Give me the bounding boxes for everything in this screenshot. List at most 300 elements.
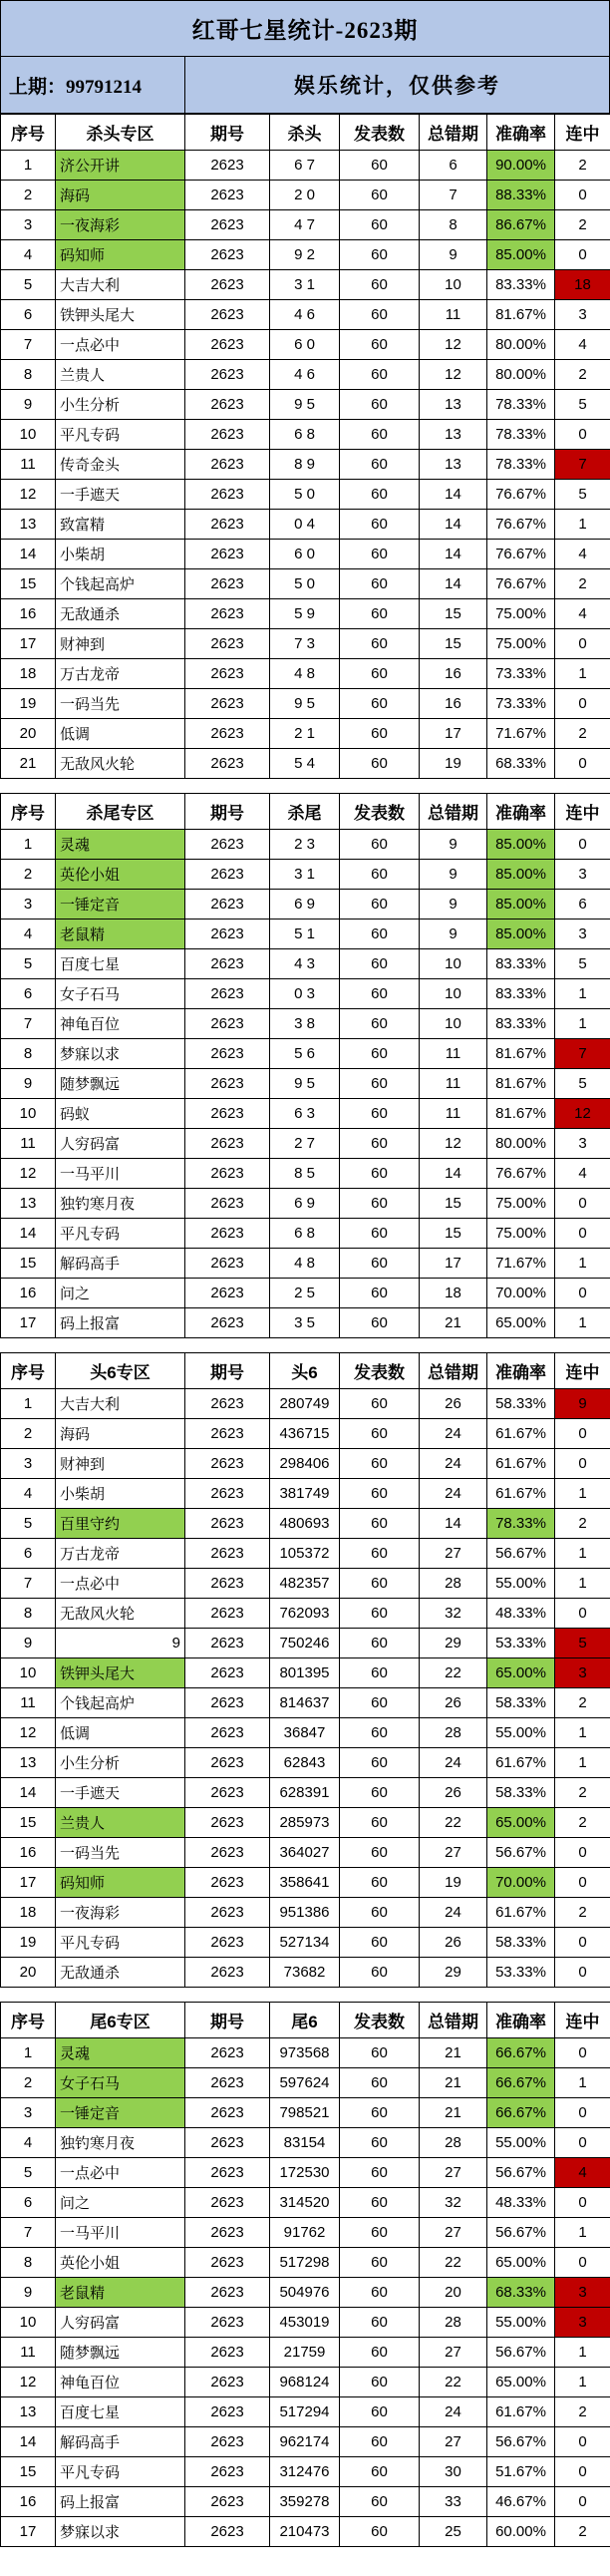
seq-cell: 3 [1,2098,56,2128]
published-cell: 60 [340,1658,420,1688]
errors-cell: 9 [420,860,487,890]
seq-cell: 4 [1,240,56,270]
table-row [1,719,610,749]
published-cell: 60 [340,1509,420,1539]
period-cell: 2623 [185,2068,270,2098]
name-cell: 9 [56,1629,185,1658]
published-cell: 60 [340,1958,420,1988]
value-cell: 21759 [270,2338,340,2368]
errors-cell: 15 [420,1219,487,1249]
published-cell: 60 [340,2218,420,2248]
streak-cell: 2 [555,719,610,749]
column-header: 头6专区 [56,1353,185,1389]
seq-cell: 1 [1,830,56,860]
table-row [1,1748,610,1778]
published-cell: 60 [340,2427,420,2457]
accuracy-cell: 90.00% [487,151,555,181]
column-header: 序号 [1,2003,56,2038]
period-cell: 2623 [185,1629,270,1658]
accuracy-cell: 86.67% [487,210,555,240]
errors-cell: 9 [420,890,487,920]
period-cell: 2623 [185,1688,270,1718]
errors-cell: 21 [420,1308,487,1338]
table-row [1,949,610,979]
period-cell: 2623 [185,1189,270,1219]
streak-cell: 0 [555,2038,610,2068]
table-row [1,830,610,860]
table-row [1,1249,610,1279]
value-cell: 3 1 [270,270,340,300]
streak-cell: 4 [555,599,610,629]
table-row [1,2188,610,2218]
value-cell: 285973 [270,1808,340,1838]
name-cell: 梦寐以求 [56,1039,185,1069]
accuracy-cell: 73.33% [487,689,555,719]
seq-cell: 18 [1,659,56,689]
seq-cell: 11 [1,1129,56,1159]
period-cell: 2623 [185,270,270,300]
seq-cell: 4 [1,920,56,949]
seq-cell: 16 [1,1838,56,1868]
value-cell: 0 3 [270,979,340,1009]
streak-cell: 1 [555,2368,610,2397]
errors-cell: 22 [420,1658,487,1688]
value-cell: 517294 [270,2397,340,2427]
streak-cell: 9 [555,1389,610,1419]
streak-cell: 0 [555,181,610,210]
streak-cell: 1 [555,1479,610,1509]
name-cell: 解码高手 [56,2427,185,2457]
errors-cell: 29 [420,1629,487,1658]
value-cell: 73682 [270,1958,340,1988]
value-cell: 9 2 [270,240,340,270]
period-cell: 2623 [185,629,270,659]
table-row [1,1629,610,1658]
streak-cell: 2 [555,151,610,181]
seq-cell: 2 [1,1419,56,1449]
name-cell: 海码 [56,181,185,210]
table-row [1,1778,610,1808]
period-cell: 2623 [185,830,270,860]
value-cell: 7 3 [270,629,340,659]
column-header: 连中 [555,794,610,830]
name-cell: 一手遮天 [56,480,185,510]
name-cell: 问之 [56,2188,185,2218]
table-row [1,1279,610,1308]
period-cell: 2623 [185,890,270,920]
name-cell: 人穷码富 [56,2308,185,2338]
table-row [1,2098,610,2128]
name-cell: 万古龙帝 [56,1539,185,1569]
streak-cell: 0 [555,1838,610,1868]
seq-cell: 16 [1,599,56,629]
errors-cell: 17 [420,719,487,749]
seq-cell: 10 [1,1099,56,1129]
name-cell: 平凡专码 [56,420,185,450]
seq-cell: 14 [1,540,56,569]
name-cell: 码上报富 [56,1308,185,1338]
name-cell: 万古龙帝 [56,659,185,689]
published-cell: 60 [340,1718,420,1748]
value-cell: 6 8 [270,1219,340,1249]
name-cell: 小生分析 [56,1748,185,1778]
seq-cell: 18 [1,1898,56,1928]
name-cell: 问之 [56,1279,185,1308]
streak-cell: 3 [555,860,610,890]
errors-cell: 27 [420,2338,487,2368]
period-cell: 2623 [185,2278,270,2308]
name-cell: 海码 [56,1419,185,1449]
value-cell: 364027 [270,1838,340,1868]
errors-cell: 9 [420,830,487,860]
accuracy-cell: 71.67% [487,1249,555,1279]
name-cell: 铁钾头尾大 [56,1658,185,1688]
table-row [1,629,610,659]
errors-cell: 24 [420,1419,487,1449]
table-row [1,480,610,510]
streak-cell: 7 [555,1039,610,1069]
period-cell: 2623 [185,1219,270,1249]
errors-cell: 29 [420,1958,487,1988]
streak-cell: 5 [555,1629,610,1658]
accuracy-cell: 76.67% [487,569,555,599]
published-cell: 60 [340,2308,420,2338]
errors-cell: 24 [420,1449,487,1479]
value-cell: 5 6 [270,1039,340,1069]
column-header: 连中 [555,1353,610,1389]
streak-cell: 0 [555,2427,610,2457]
errors-cell: 11 [420,1039,487,1069]
published-cell: 60 [340,2368,420,2397]
header-row [1,115,610,151]
value-cell: 628391 [270,1778,340,1808]
value-cell: 5 9 [270,599,340,629]
value-cell: 8 9 [270,450,340,480]
table-row [1,1599,610,1629]
streak-cell: 4 [555,540,610,569]
published-cell: 60 [340,2517,420,2547]
published-cell: 60 [340,1928,420,1958]
column-header: 杀尾专区 [56,794,185,830]
errors-cell: 9 [420,240,487,270]
column-header: 杀头专区 [56,115,185,151]
column-header: 发表数 [340,794,420,830]
table-row [1,1808,610,1838]
published-cell: 60 [340,1129,420,1159]
errors-cell: 27 [420,1539,487,1569]
value-cell: 453019 [270,2308,340,2338]
accuracy-cell: 53.33% [487,1958,555,1988]
streak-cell: 0 [555,1868,610,1898]
accuracy-cell: 55.00% [487,2308,555,2338]
accuracy-cell: 78.33% [487,390,555,420]
accuracy-cell: 73.33% [487,659,555,689]
seq-cell: 16 [1,2487,56,2517]
value-cell: 2 0 [270,181,340,210]
value-cell: 5 1 [270,920,340,949]
column-header: 发表数 [340,2003,420,2038]
seq-cell: 5 [1,949,56,979]
value-cell: 4 6 [270,300,340,330]
column-header: 期号 [185,794,270,830]
seq-cell: 4 [1,2128,56,2158]
published-cell: 60 [340,1569,420,1599]
published-cell: 60 [340,689,420,719]
name-cell: 个钱起高炉 [56,569,185,599]
seq-cell: 1 [1,151,56,181]
errors-cell: 28 [420,1718,487,1748]
value-cell: 517298 [270,2248,340,2278]
accuracy-cell: 66.67% [487,2098,555,2128]
accuracy-cell: 76.67% [487,510,555,540]
errors-cell: 16 [420,689,487,719]
accuracy-cell: 56.67% [487,2218,555,2248]
published-cell: 60 [340,2158,420,2188]
period-cell: 2623 [185,1509,270,1539]
streak-cell: 0 [555,1449,610,1479]
value-cell: 2 5 [270,1279,340,1308]
kill-tail-table [0,793,610,1338]
errors-cell: 30 [420,2457,487,2487]
period-cell: 2623 [185,979,270,1009]
table-row [1,1308,610,1338]
errors-cell: 7 [420,181,487,210]
period-cell: 2623 [185,540,270,569]
streak-cell: 3 [555,300,610,330]
accuracy-cell: 46.67% [487,2487,555,2517]
table-row [1,450,610,480]
published-cell: 60 [340,330,420,360]
published-cell: 60 [340,920,420,949]
name-cell: 低调 [56,719,185,749]
table-row [1,860,610,890]
column-header: 连中 [555,115,610,151]
streak-cell: 0 [555,830,610,860]
streak-cell: 2 [555,210,610,240]
period-cell: 2623 [185,450,270,480]
published-cell: 60 [340,240,420,270]
table-row [1,890,610,920]
name-cell: 个钱起高炉 [56,1688,185,1718]
name-cell: 一手遮天 [56,1778,185,1808]
published-cell: 60 [340,2248,420,2278]
table-row [1,1419,610,1449]
value-cell: 6 9 [270,890,340,920]
errors-cell: 24 [420,1748,487,1778]
published-cell: 60 [340,540,420,569]
period-cell: 2623 [185,1389,270,1419]
name-cell: 百度七星 [56,949,185,979]
table-row [1,2487,610,2517]
table-row [1,1838,610,1868]
accuracy-cell: 85.00% [487,240,555,270]
streak-cell: 2 [555,569,610,599]
value-cell: 801395 [270,1658,340,1688]
streak-cell: 5 [555,390,610,420]
name-cell: 老鼠精 [56,920,185,949]
name-cell: 低调 [56,1718,185,1748]
period-cell: 2623 [185,1039,270,1069]
seq-cell: 6 [1,979,56,1009]
errors-cell: 27 [420,1838,487,1868]
errors-cell: 26 [420,1928,487,1958]
period-cell: 2623 [185,1808,270,1838]
column-header: 发表数 [340,1353,420,1389]
value-cell: 6 7 [270,151,340,181]
seq-cell: 5 [1,1509,56,1539]
value-cell: 9 5 [270,689,340,719]
published-cell: 60 [340,1009,420,1039]
accuracy-cell: 70.00% [487,1279,555,1308]
published-cell: 60 [340,1868,420,1898]
name-cell: 铁钾头尾大 [56,300,185,330]
published-cell: 60 [340,2068,420,2098]
table-row [1,1898,610,1928]
streak-cell: 0 [555,1958,610,1988]
errors-cell: 24 [420,1479,487,1509]
seq-cell: 15 [1,1808,56,1838]
seq-cell: 19 [1,1928,56,1958]
period-cell: 2623 [185,1778,270,1808]
table-row [1,360,610,390]
errors-cell: 26 [420,1389,487,1419]
period-cell: 2623 [185,1479,270,1509]
streak-cell: 0 [555,749,610,779]
published-cell: 60 [340,1308,420,1338]
published-cell: 60 [340,2038,420,2068]
period-cell: 2623 [185,920,270,949]
value-cell: 91762 [270,2218,340,2248]
value-cell: 527134 [270,1928,340,1958]
table-row [1,2427,610,2457]
value-cell: 4 8 [270,659,340,689]
published-cell: 60 [340,1688,420,1718]
column-header: 连中 [555,2003,610,2038]
errors-cell: 17 [420,1249,487,1279]
table-row [1,599,610,629]
period-cell: 2623 [185,2158,270,2188]
seq-cell: 2 [1,181,56,210]
published-cell: 60 [340,300,420,330]
table-row [1,1389,610,1419]
seq-cell: 7 [1,1569,56,1599]
column-header: 杀尾 [270,794,340,830]
errors-cell: 28 [420,2128,487,2158]
table-row [1,1539,610,1569]
accuracy-cell: 83.33% [487,949,555,979]
seq-cell: 14 [1,1778,56,1808]
seq-cell: 3 [1,890,56,920]
accuracy-cell: 80.00% [487,1129,555,1159]
seq-cell: 11 [1,2338,56,2368]
errors-cell: 9 [420,920,487,949]
published-cell: 60 [340,1039,420,1069]
seq-cell: 12 [1,480,56,510]
value-cell: 480693 [270,1509,340,1539]
accuracy-cell: 56.67% [487,2338,555,2368]
name-cell: 无敌风火轮 [56,749,185,779]
published-cell: 60 [340,2128,420,2158]
period-cell: 2623 [185,2368,270,2397]
accuracy-cell: 66.67% [487,2068,555,2098]
name-cell: 财神到 [56,629,185,659]
kill-head-table [0,114,610,779]
period-cell: 2623 [185,659,270,689]
seq-cell: 2 [1,860,56,890]
seq-cell: 19 [1,689,56,719]
seq-cell: 14 [1,1219,56,1249]
published-cell: 60 [340,1838,420,1868]
name-cell: 一马平川 [56,1159,185,1189]
accuracy-cell: 56.67% [487,1838,555,1868]
section-gap [0,1338,610,1352]
accuracy-cell: 75.00% [487,1189,555,1219]
accuracy-cell: 75.00% [487,599,555,629]
period-cell: 2623 [185,360,270,390]
streak-cell: 0 [555,629,610,659]
streak-cell: 0 [555,2188,610,2218]
column-header: 期号 [185,2003,270,2038]
value-cell: 3 8 [270,1009,340,1039]
accuracy-cell: 48.33% [487,1599,555,1629]
streak-cell: 2 [555,360,610,390]
errors-cell: 13 [420,390,487,420]
table-row [1,2517,610,2547]
errors-cell: 21 [420,2038,487,2068]
errors-cell: 15 [420,629,487,659]
column-header: 总错期 [420,1353,487,1389]
value-cell: 9 5 [270,390,340,420]
published-cell: 60 [340,890,420,920]
value-cell: 298406 [270,1449,340,1479]
seq-cell: 7 [1,330,56,360]
accuracy-cell: 83.33% [487,270,555,300]
value-cell: 36847 [270,1718,340,1748]
published-cell: 60 [340,2188,420,2218]
accuracy-cell: 61.67% [487,1449,555,1479]
name-cell: 济公开讲 [56,151,185,181]
seq-cell: 20 [1,719,56,749]
name-cell: 一马平川 [56,2218,185,2248]
accuracy-cell: 65.00% [487,1308,555,1338]
table-row [1,420,610,450]
table-row [1,1449,610,1479]
value-cell: 2 1 [270,719,340,749]
published-cell: 60 [340,979,420,1009]
name-cell: 女子石马 [56,979,185,1009]
name-cell: 平凡专码 [56,1219,185,1249]
column-header: 尾6 [270,2003,340,2038]
period-cell: 2623 [185,1159,270,1189]
published-cell: 60 [340,1449,420,1479]
seq-cell: 13 [1,1189,56,1219]
table-row [1,1509,610,1539]
accuracy-cell: 48.33% [487,2188,555,2218]
errors-cell: 15 [420,1189,487,1219]
seq-cell: 6 [1,300,56,330]
seq-cell: 13 [1,1748,56,1778]
errors-cell: 14 [420,480,487,510]
name-cell: 无敌通杀 [56,599,185,629]
errors-cell: 27 [420,2158,487,2188]
value-cell: 83154 [270,2128,340,2158]
name-cell: 码知师 [56,1868,185,1898]
seq-cell: 17 [1,1308,56,1338]
streak-cell: 4 [555,1159,610,1189]
value-cell: 5 0 [270,480,340,510]
name-cell: 平凡专码 [56,2457,185,2487]
errors-cell: 27 [420,2218,487,2248]
